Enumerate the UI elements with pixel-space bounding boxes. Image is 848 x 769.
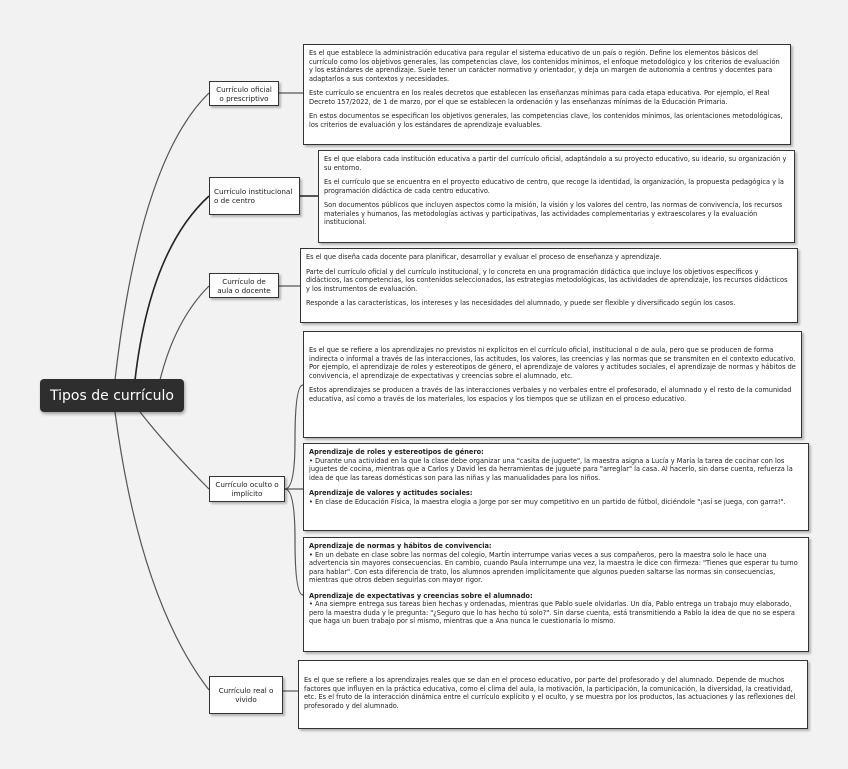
example-text: • Durante una actividad en la que la clase debe organizar una "casita de juguete", la maestra asigna a Lucía y María la tarea de cocinar con los juguetes de cocina, mientras que a Carlos y David les da herramientas de juguete para "arreglar" la casa. Al hacerlo, sin darse cuenta, refuerza la idea de que las tareas domésticas son para las niñas y las manualidades para los niños.	[309, 456, 793, 482]
box-curriculo-oficial	[303, 44, 791, 145]
example-title: Aprendizaje de roles y estereotipos de género:	[309, 448, 484, 456]
example-text: • En un debate en clase sobre las normas del colegio, Martín interrumpe varias veces a sus compañeros, pero la maestra solo le hace una advertencia sin mayores consecuencias. En cambio, cuando Paula interrumpe una vez, la maestra le dice con firmeza: "Tienes que esperar tu turno para hablar". Con esta diferencia de trato, los alumnos aprenden implícitamente que algunos pueden saltarse las normas sin consecuencias, mientras que otros deben seguirlas con mayor rigor.	[309, 550, 798, 584]
example-title: Aprendizaje de expectativas y creencias sobre el alumnado:	[309, 591, 533, 600]
root-label: Tipos de currículo	[50, 387, 174, 404]
node-curriculo-real[interactable]	[209, 676, 283, 714]
node-curriculo-aula[interactable]	[209, 273, 279, 298]
connector-root-real	[115, 412, 209, 690]
root-node[interactable]	[40, 379, 184, 412]
example-block	[309, 542, 803, 585]
box-curriculo-real	[298, 660, 808, 729]
box-paragraph: Es el que se refiere a los aprendizajes no previstos ni explícitos en el currículo oficial, institucional o de aula, pero que se producen de forma indirecta o informal a través de las interacciones, las actitudes, los valores, las creencias y las normas que se transmiten en el contexto educativo. Por ejemplo, el aprendizaje de roles y estereotipos de género, el aprendizaje de valores y actitudes sociales, el aprendizaje de normas y hábitos de convivencia, el aprendizaje de expectativas y creencias sobre el alumnado, etc.	[309, 346, 796, 380]
box-paragraph: Son documentos públicos que incluyen aspectos como la misión, la visión y los valores del centro, las normas de convivencia, los recursos materiales y humanos, las metodologías activas y participativas, las actividades complementarias y extraescolares y la evaluación institucional.	[324, 201, 783, 226]
box-curriculo-aula	[300, 248, 798, 323]
example-block	[309, 489, 803, 506]
example-block	[309, 448, 803, 482]
box-curriculo-oculto-ejemplos-1	[303, 443, 809, 531]
box-paragraph: Es el currículo que se encuentra en el proyecto educativo de centro, que recoge la identidad, la organización, la propuesta pedagógica y la programación didáctica de cada centro educativo.	[324, 178, 784, 195]
connector-root-oculto	[140, 412, 209, 489]
node-curriculo-institucional[interactable]	[209, 177, 300, 215]
example-title: Aprendizaje de valores y actitudes sociales:	[309, 489, 473, 497]
box-paragraph: Responde a las características, los intereses y las necesidades del alumnado, y puede ser flexible y diversificado según los casos.	[306, 299, 736, 307]
box-paragraph: Estos aprendizajes se producen a través de las interacciones verbales y no verbales entre el profesorado, el alumnado y el resto de la comunidad educativa, así como a través de los materiales, los espacios y los tiempos que se utilizan en el proceso educativo.	[309, 386, 792, 403]
box-curriculo-institucional	[318, 150, 795, 243]
node-label: Currículo institucional o de centro	[214, 187, 293, 205]
node-label: Currículo oficial o prescriptivo	[216, 84, 272, 103]
example-title: Aprendizaje de normas y hábitos de convivencia:	[309, 542, 492, 550]
example-block	[309, 592, 803, 626]
box-paragraph: Es el que elabora cada institución educativa a partir del currículo oficial, adaptándolo a su proyecto educativo, su ideario, su organización y su entorno.	[324, 155, 787, 172]
box-paragraph: Es el que se refiere a los aprendizajes reales que se dan en el proceso educativo, por parte del profesorado y del alumnado. Depende de muchos factores que influyen en la práctica educativa, como el clima del aula, la motivación, la participación, la comunicación, la diversidad, la creatividad, etc. Es el fruto de la interacción dinámica entre el currículo explícito y el oculto, y se muestra por los productos, las actuaciones y las reflexiones del profesorado y del alumnado.	[304, 676, 796, 710]
connector-root-institucional	[135, 196, 209, 380]
node-curriculo-oculto[interactable]	[209, 476, 285, 502]
box-paragraph: Es el que diseña cada docente para planificar, desarrollar y evaluar el proceso de enseñanza y aprendizaje.	[306, 253, 662, 261]
node-label: Currículo real o vivido	[218, 686, 274, 704]
box-paragraph: Este currículo se encuentra en los reales decretos que establecen las enseñanzas mínimas para cada etapa educativa. Por ejemplo, el Real Decreto 157/2022, de 1 de marzo, por el que se establecen la ordenación y las enseñanzas mínimas de la Educación Primaria.	[309, 89, 770, 106]
connector-root-oficial	[115, 93, 209, 380]
node-label: Currículo oculto o implícito	[215, 480, 279, 498]
box-curriculo-oculto-ejemplos-2	[303, 537, 809, 652]
example-text: • En clase de Educación Física, la maestra elogia a Jorge por ser muy competitivo en un partido de fútbol, diciéndole "¡así se juega, con garra!".	[309, 497, 786, 506]
connector-oculto-box3	[285, 489, 303, 595]
box-curriculo-oculto-definicion	[303, 331, 802, 438]
connector-root-aula	[160, 286, 209, 380]
example-text: • Ana siempre entrega sus tareas bien hechas y ordenadas, mientras que Pablo suele olvidarlas. Un día, Pablo entrega un trabajo muy elaborado, pero la maestra duda y le pregunta: "¿Seguro que lo has hecho tú solo?". Sin darse cuenta, está transmitiendo a Pablo la idea de que no se espera que haga un buen trabajo por sí mismo, mientras que a Ana nunca le cuestionaría lo mismo.	[309, 600, 795, 625]
connector-oculto-box1	[285, 385, 303, 489]
box-paragraph: En estos documentos se especifican los objetivos generales, las competencias clave, los contenidos mínimos, las orientaciones metodológicas, los criterios de evaluación y los estándares de aprendizaje evaluables.	[309, 112, 783, 129]
box-paragraph: Parte del currículo oficial y del currículo institucional, y lo concreta en una programación didáctica que incluye los objetivos específicos y didácticos, las competencias, los contenidos seleccionados, las estrategias metodológicas, las actividades de aprendizaje, los recursos didácticos y los instrumentos de evaluación.	[306, 267, 788, 293]
box-paragraph: Es el que establece la administración educativa para regular el sistema educativo de un país o región. Define los elementos básicos del currículo como los objetivos generales, las competencias clave, los contenidos mínimos, el enfoque metodológico y los criterios de evaluación y los estándares de aprendizaje. Suele tener un carácter normativo y orientador, y deja un margen de autonomía a centros y docentes para adaptarlos a sus contextos y necesidades.	[309, 49, 780, 83]
node-curriculo-oficial[interactable]	[209, 81, 279, 106]
node-label: Currículo de aula o docente	[217, 276, 271, 295]
